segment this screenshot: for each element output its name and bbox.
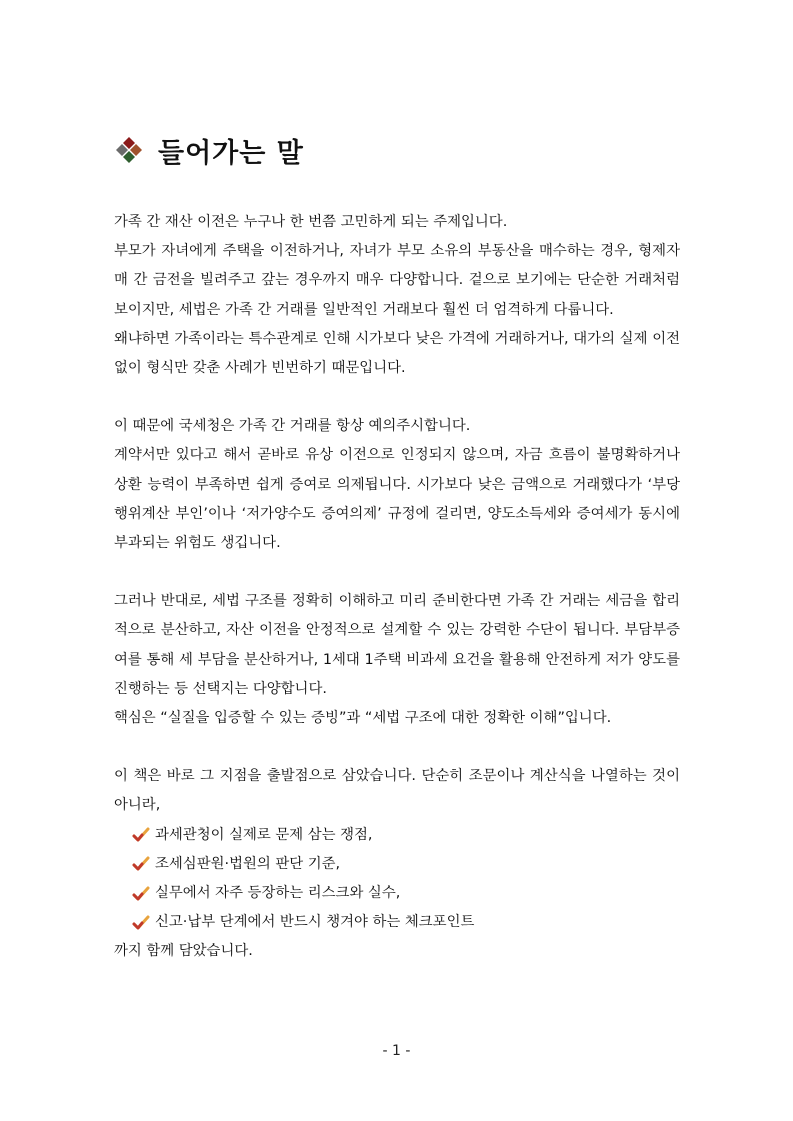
checklist-item-text: 조세심판원·법원의 판단 기준, — [155, 855, 341, 872]
paragraph-1-line-3: 왜냐하면 가족이라는 특수관계로 인해 시가보다 낮은 가격에 거래하거나, 대가의 실제 이전 없이 형식만 갖춘 사례가 빈번하기 때문입니다. — [114, 330, 680, 377]
closing-outro: 까지 함께 담았습니다. — [114, 943, 253, 960]
paragraph-1-line-1: 가족 간 재산 이전은 누구나 한 번쯤 고민하게 되는 주제입니다. — [114, 214, 508, 230]
paragraph-3-line-2: 핵심은 “실질을 입증할 수 있는 증빙”과 “세법 구조에 대한 정확한 이해”입니다. — [114, 710, 612, 727]
checklist-item — [114, 850, 680, 879]
paragraph-gap — [114, 383, 680, 412]
paragraph-gap — [114, 733, 680, 762]
checklist-item-text: 과세관청이 실제로 문제 삼는 쟁점, — [155, 826, 373, 843]
diamond-cluster-icon — [114, 135, 144, 165]
closing-intro: 이 책은 바로 그 지점을 출발점으로 삼았습니다. 단순히 조문이나 계산식을 나열하는 것이 아니라, — [114, 768, 680, 814]
section-heading — [114, 128, 304, 172]
checkmark-icon — [132, 885, 150, 903]
paragraph-2-line-1: 이 때문에 국세청은 가족 간 거래를 항상 예의주시합니다. — [114, 418, 471, 435]
page-title: 들어가는 말 — [158, 137, 304, 169]
checklist — [114, 821, 680, 938]
checklist-item — [114, 908, 680, 937]
checklist-item-text: 신고·납부 단계에서 반드시 챙겨야 하는 체크포인트 — [155, 914, 475, 931]
checkmark-icon — [132, 826, 150, 844]
checklist-item — [114, 879, 680, 908]
checkmark-icon — [132, 914, 150, 932]
paragraph-1-line-2: 부모가 자녀에게 주택을 이전하거나, 자녀가 부모 소유의 부동산을 매수하는 경우, 형제자매 간 금전을 빌려주고 갚는 경우까지 매우 다양합니다. 겉으로 보기에는 단순한 거래처럼 보이지만, 세법은 가족 간 거래를 일반적인 거래보다 훨씬 더 엄격하게 다룹니다. — [114, 243, 680, 318]
checkmark-icon — [132, 855, 150, 873]
body-text — [114, 208, 680, 967]
checklist-item — [114, 821, 680, 850]
checklist-item-text: 실무에서 자주 등장하는 리스크와 실수, — [155, 885, 401, 902]
paragraph-gap — [114, 558, 680, 587]
paragraph-3-line-1: 그러나 반대로, 세법 구조를 정확히 이해하고 미리 준비한다면 가족 간 거래는 세금을 합리적으로 분산하고, 자산 이전을 안정적으로 설계할 수 있는 강력한 수단이 됩니다. 부담부증여를 통해 세 부담을 분산하거나, 1세대 1주택 비과세 요건을 활용해 안전하게 저가 양도를 진행하는 등 선택지는 다양합니다. — [114, 593, 680, 697]
paragraph-2-line-2: 계약서만 있다고 해서 곧바로 유상 이전으로 인정되지 않으며, 자금 흐름이 불명확하거나 상환 능력이 부족하면 쉽게 증여로 의제됩니다. 시가보다 낮은 금액으로 거래했다가 ‘부당행위계산 부인’이나 ‘저가양수도 증여의제’ 규정에 걸리면, 양도소득세와 증여세가 동시에 부과되는 위험도 생깁니다. — [114, 447, 680, 552]
page-number: - 1 - — [382, 1043, 411, 1059]
